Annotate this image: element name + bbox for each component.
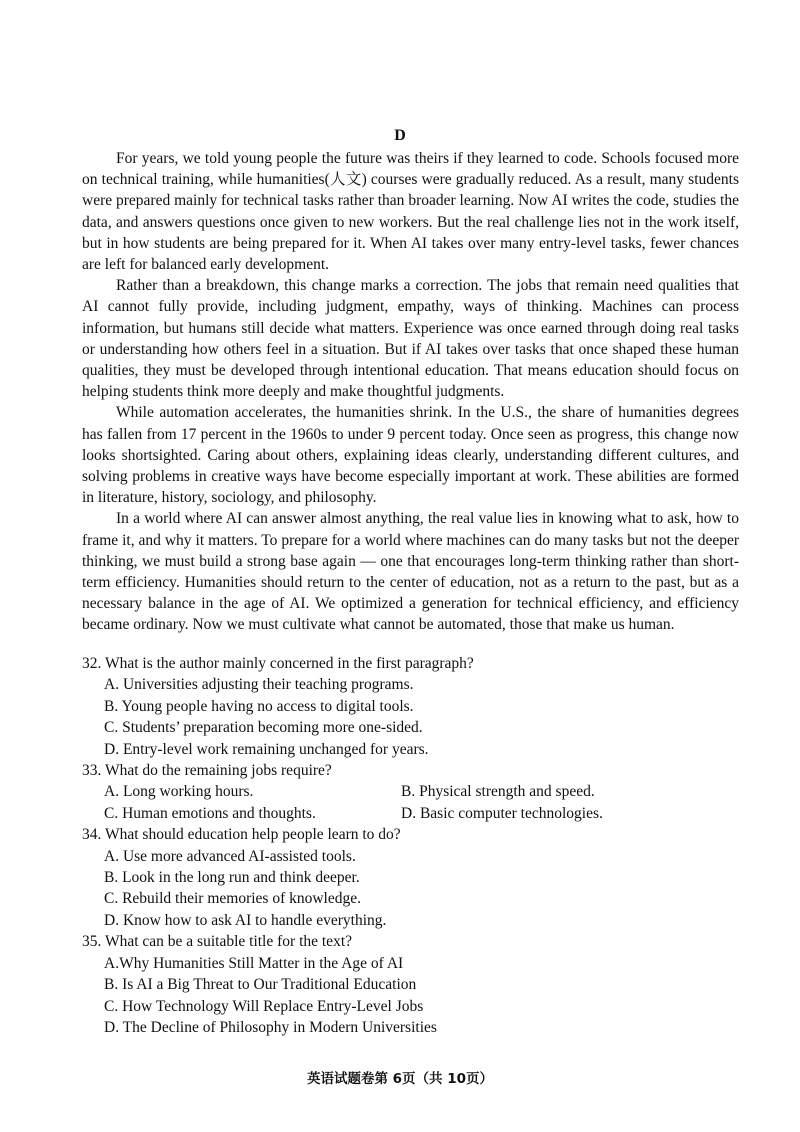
passage-paragraph-1: For years, we told young people the future was theirs if they learned to code. Schools focused more on technical training, while humanities(人文) courses were gradually reduced. As a result, many students were prepared mainly for technical tasks rather than broader learning. Now AI writes the code, studies the data, and answers questions once given to new workers. But the real challenge lies not in the work itself, but in how students are being prepared for it. When AI takes over many entry-level tasks, fewer chances are left for balanced early development. bbox=[82, 150, 739, 274]
option-c: C. Human emotions and thoughts. bbox=[104, 804, 316, 822]
option-a: A.Why Humanities Still Matter in the Age of AI bbox=[104, 954, 404, 972]
question-35 bbox=[82, 931, 742, 1038]
passage-paragraph-4: In a world where AI can answer almost anything, the real value lies in knowing what to ask, how to frame it, and why it matters. To prepare for a world where machines can do many tasks but not the deeper thinking, we must build a strong base again — one that encourages long-term thinking rather than short-term efficiency. Humanities should return to the center of education, not as a return to the past, but as a necessary balance in the age of AI. We optimized a generation for technical efficiency, and efficiency became ordinary. Now we must cultivate what cannot be automated, those that make us human. bbox=[82, 510, 739, 634]
question-stem: 32. What is the author mainly concerned in the first paragraph? bbox=[82, 655, 474, 672]
question-33 bbox=[82, 760, 742, 824]
option-row bbox=[82, 781, 742, 802]
option-c: C. Students’ preparation becoming more one-sided. bbox=[104, 719, 423, 737]
option-a: A. Long working hours. bbox=[104, 783, 254, 801]
passage-paragraph-2: Rather than a breakdown, this change marks a correction. The jobs that remain need qualities that AI cannot fully provide, including judgment, empathy, ways of thinking. Machines can process information, but humans still decide what matters. Experience was once earned through doing real tasks or understanding how others feel in a situation. But if AI takes over tasks that once shaped these human qualities, they must be developed through intentional education. That means education should focus on helping students think more deeply and make thoughtful judgments. bbox=[82, 277, 739, 401]
option-d: D. Entry-level work remaining unchanged for years. bbox=[104, 740, 429, 758]
option-b: B. Physical strength and speed. bbox=[401, 783, 595, 801]
reading-passage bbox=[82, 148, 739, 636]
option-c: C. Rebuild their memories of knowledge. bbox=[104, 890, 361, 908]
option-b: B. Is AI a Big Threat to Our Traditional Education bbox=[104, 976, 417, 994]
option-d: D. The Decline of Philosophy in Modern Universities bbox=[104, 1018, 437, 1036]
option-row bbox=[82, 803, 742, 824]
option-d: D. Know how to ask AI to handle everything. bbox=[104, 911, 387, 929]
question-stem: 33. What do the remaining jobs require? bbox=[82, 762, 332, 780]
option-b: B. Look in the long run and think deeper. bbox=[104, 869, 360, 887]
passage-paragraph-3: While automation accelerates, the humanities shrink. In the U.S., the share of humanities degrees has fallen from 17 percent in the 1960s to under 9 percent today. Once seen as progress, this change now looks shortsighted. Caring about others, explaining ideas clearly, understanding different cultures, and solving problems in creative ways have become especially important at work. These abilities are formed in literature, history, sociology, and philosophy. bbox=[82, 404, 739, 507]
option-a: A. Universities adjusting their teaching programs. bbox=[104, 676, 414, 694]
question-stem: 35. What can be a suitable title for the text? bbox=[82, 933, 353, 951]
option-d: D. Basic computer technologies. bbox=[401, 804, 603, 822]
question-stem: 34. What should education help people learn to do? bbox=[82, 826, 401, 844]
section-heading: D bbox=[394, 127, 406, 144]
option-c: C. How Technology Will Replace Entry-Level Jobs bbox=[104, 997, 424, 1015]
option-a: A. Use more advanced AI-assisted tools. bbox=[104, 847, 356, 865]
question-34 bbox=[82, 824, 742, 931]
question-32 bbox=[82, 653, 742, 760]
page-footer: 英语试题卷第 6页（共 10页） bbox=[306, 1071, 494, 1087]
question-list bbox=[82, 653, 742, 1038]
option-b: B. Young people having no access to digital tools. bbox=[104, 697, 414, 715]
